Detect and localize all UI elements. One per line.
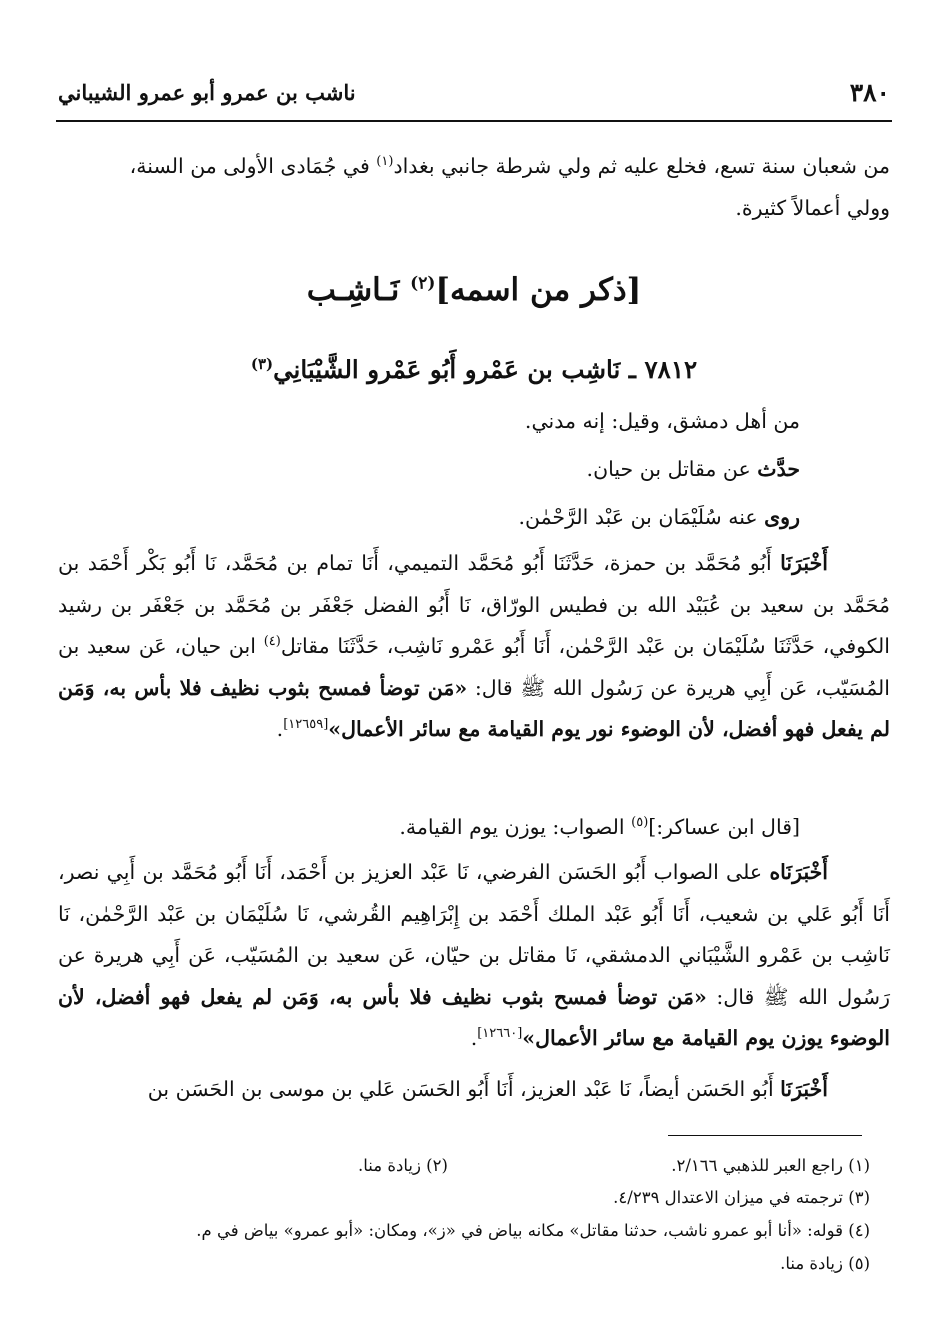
hadith-1 [58, 543, 890, 751]
entry-heading-text: ٧٨١٢ ـ نَاشِب بن عَمْرو أَبُو عَمْرو الشَّيْبَانِي [273, 355, 698, 384]
page-number: ٣٨٠ [849, 78, 890, 107]
header-rule [56, 120, 892, 122]
page-header [58, 78, 890, 114]
footnote-ref: (٥) [631, 815, 649, 831]
intro-paragraph [58, 145, 890, 229]
intro-text: من شعبان سنة تسع، فخلع عليه ثم ولي شرطة جانبي بغداد [393, 154, 890, 178]
isnad-text: ابن حيان، عَن سعيد بن المُسَيّب، عَن أَبِي هريرة عن رَسُول الله ﷺ قال: [58, 634, 890, 700]
period: . [470, 1026, 478, 1050]
intro-text: وولي أعمالاً كثيرة. [735, 196, 890, 220]
hadith-number: [١٢٦٦٠] [477, 1026, 523, 1042]
intro-text: في جُمَادى الأولى من السنة، [129, 154, 377, 178]
rawa-text: عنه سُلَيْمَان بن عَبْد الرَّحْمٰن. [518, 505, 765, 529]
hadith-2 [58, 852, 890, 1060]
section-title-text: [ذكر من اسمه] [435, 272, 642, 308]
haddath-text: عن مقاتل بن حيان. [586, 457, 758, 481]
rawa-label: روى [764, 505, 800, 529]
hadith-quote: «مَن توضأ فمسح بثوب نظيف فلا بأس به، وَمَن لم يفعل فهو أفضل، لأن الوضوء نور يوم القيامة مع سائر الأعمال» [58, 675, 890, 741]
footnote-1 [58, 1156, 870, 1176]
section-title-text: نَـاشِـب [306, 272, 411, 308]
footnote-text: (٢) زيادة منا. [358, 1156, 448, 1175]
note-text: الصواب: يوزن يوم القيامة. [399, 815, 632, 839]
haddath-label: حدَّث [757, 457, 800, 481]
section-title [0, 272, 948, 308]
footnote-ref: (٢) [410, 273, 436, 294]
running-title: ناشب بن عمرو أبو عمرو الشيباني [58, 80, 356, 105]
period: . [276, 717, 284, 741]
note-text: [قال ابن عساكر:] [648, 815, 800, 839]
entry-rawa [58, 496, 800, 538]
footnote-text: (٤) قوله: «أنا أبو عمرو ناشب، حدثنا مقاتل» مكانه بياض في «ز»، ومكان: «أبو عمرو» بياض في م. [196, 1221, 870, 1240]
entry-heading [0, 355, 948, 384]
footnote-ref: (٤) [263, 634, 281, 650]
isnad-text: على الصواب أَبُو الحَسَن الفرضي، نَا عَبْد العزيز بن أَحْمَد، أَنَا أَبُو مُحَمَّد بن أَبِي نصر، أَنَا أَبُو عَلي بن شعيب، أَنَا أَبُو عَبْد الملك أَحْمَد بن إِبْرَاهِيم القُرشي، نَا سُلَيْمَان بن عَبْد الرَّحْمٰن، نَا نَاشِب بن عَمْرو الشَّيْبَاني الدمشقي، نَا مقاتل بن حيّان، عَن سعيد بن المُسَيّب، عَن أَبِي هريرة عن رَسُول الله ﷺ قال: [58, 860, 890, 1009]
footnote-ref: (١) [376, 154, 394, 170]
footnote-text: (٣) ترجمته في ميزان الاعتدال ٤/٢٣٩. [613, 1188, 870, 1207]
footnote-rule [668, 1135, 862, 1136]
akhbarana-label: أَخْبَرَنَاه [769, 860, 828, 884]
hadith-quote: «مَن توضأ فمسح بثوب نظيف فلا بأس به، وَمَن لم يفعل فهو أفضل، لأن الوضوء يوزن يوم القيامة مع سائر الأعمال» [58, 984, 890, 1050]
origin-text: من أهل دمشق، وقيل: إنه مدني. [524, 409, 800, 433]
isnad-text: أَبُو مُحَمَّد بن حمزة، حَدَّثَنَا أَبُو مُحَمَّد التميمي، أَنَا تمام بن مُحَمَّد، نَا أَبُو بَكْر أَحْمَد بن مُحَمَّد بن سعيد بن عُبَيْد الله بن فطيس الورّاق، نَا أَبُو الفضل جَعْفَر بن مُحَمَّد بن جَعْفَر بن رشيد الكوفي، حَدَّثَنَا سُلَيْمَان بن عَبْد الرَّحْمٰن، أَنَا أَبُو عَمْرو نَاشِب، حَدَّثَنَا مقاتل [58, 551, 890, 658]
footnote-5 [58, 1254, 870, 1274]
akhbarana-label: أَخْبَرَنَا [780, 1077, 828, 1101]
footnote-3 [58, 1188, 870, 1208]
footnote-4 [58, 1221, 870, 1241]
footnote-text: (١) راجع العبر للذهبي ٢/١٦٦. [671, 1156, 870, 1175]
footnote-text: (٥) زيادة منا. [780, 1254, 870, 1273]
akhbarana-label: أَخْبَرَنَا [780, 551, 828, 575]
footnote-ref: (٣) [250, 354, 274, 373]
ibn-asakir-note [58, 806, 800, 848]
entry-haddath [58, 448, 800, 490]
hadith-number: [١٢٦٥٩] [283, 717, 329, 733]
entry-origin [58, 400, 800, 442]
isnad-text: أَبُو الحَسَن أيضاً، نَا عَبْد العزيز، أَنَا أَبُو الحَسَن عَلي بن موسى بن الحَسَن بن [147, 1077, 781, 1101]
hadith-3 [58, 1068, 890, 1110]
